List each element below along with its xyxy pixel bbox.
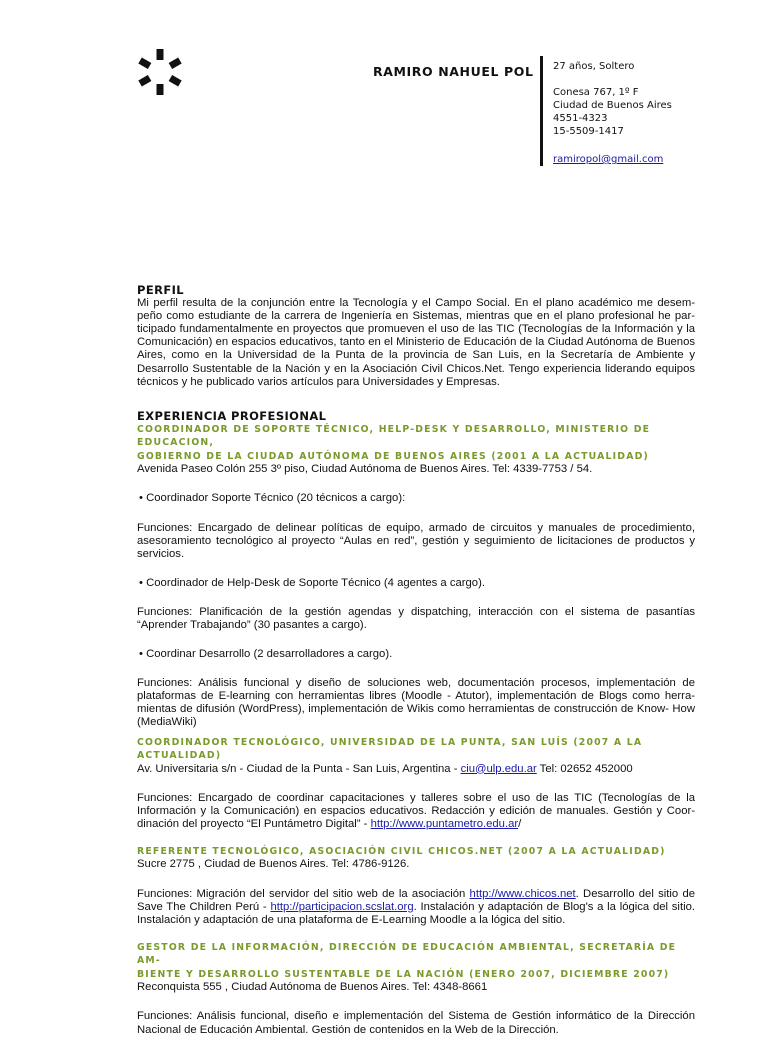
job1-title-line2: GOBIERNO DE LA CIUDAD AUTÓNOMA DE BUENOS AIRES (2001 A LA ACTUALIDAD) (137, 450, 649, 462)
asterisk-logo-icon (136, 48, 184, 96)
job3-functions: Funciones: Migración del servidor del sitio web de la asociación http://www.chicos.net. Desarrollo del sitio de Save The Children Perú - http://participacion.scslat.org. Instalación y adaptación de Blog's a la lógica del sitio. Instalación y adaptación de una plataforma de E-Learning Moodle a la lógica del sitio. (137, 887, 696, 926)
job1-address: Avenida Paseo Colón 255 3º piso, Ciudad Autónoma de Buenos Aires. Tel: 4339-7753 / 54. (137, 463, 593, 476)
job2-title: COORDINADOR TECNOLÓGICO, UNIVERSIDAD DE LA PUNTA, SAN LUÍS (2007 A LA ACTUALIDAD) (137, 736, 643, 762)
job1-functions-2: Funciones: Planificación de la gestión agendas y dispatching, interacción con el sistema de pasantías “Aprender Trabajando” (30 pasantes a cargo). (137, 605, 695, 631)
candidate-name: RAMIRO NAHUEL POL (373, 64, 534, 79)
age-status: 27 años, Soltero (553, 61, 635, 72)
job4-title-line1: GESTOR DE LA INFORMACIÓN, DIRECCIÓN DE EDUCACIÓN AMBIENTAL, SECRETARÍA DE AM- (137, 941, 677, 967)
address-line-2: Ciudad de Buenos Aires (553, 100, 672, 111)
job2-address: Av. Universitaria s/n - Ciudad de la Punta - San Luis, Argentina - ciu@ulp.edu.ar Tel: 02652 452000 (137, 762, 633, 775)
job4-address: Reconquista 555 , Ciudad Autónoma de Buenos Aires. Tel: 4348-8661 (137, 981, 488, 994)
contact-block (553, 60, 672, 166)
scslat-link[interactable]: http://participacion.scslat.org (270, 900, 414, 913)
resume-body (137, 284, 695, 1037)
job1-functions-3: Funciones: Análisis funcional y diseño de soluciones web, documentación procesos, implementación de plataformas de E-learning con herramientas libres (Moodle - Atutor), implementación de Blogs como herra- mientas de difusión (WordPress), implementación de Wikis como herramientas de construcción de Know- How (MediaWiki) (137, 677, 695, 729)
job4-title-line2: BIENTE Y DESARROLLO SUSTENTABLE DE LA NACIÓN (ENERO 2007, DICIEMBRE 2007) (137, 968, 670, 980)
job1-bullet-2: • Coordinador de Help-Desk de Soporte Técnico (4 agentes a cargo). (139, 576, 485, 589)
job1-bullet-1: • Coordinador Soporte Técnico (20 técnicos a cargo): (139, 492, 406, 505)
address-line-1: Conesa 767, 1º F (553, 87, 639, 98)
job3-address: Sucre 2775 , Ciudad de Buenos Aires. Tel: 4786-9126. (137, 858, 410, 871)
job1-title-line1: COORDINADOR DE SOPORTE TÉCNICO, HELP-DESK Y DESARROLLO, MINISTERIO DE EDUCACION, (137, 423, 651, 449)
email-link[interactable]: ramiropol@gmail.com (553, 154, 664, 165)
job3-title: REFERENTE TECNOLÓGICO, ASOCIACIÓN CIVIL CHICOS.NET (2007 A LA ACTUALIDAD) (137, 845, 666, 857)
experiencia-heading: EXPERIENCIA PROFESIONAL (137, 408, 327, 423)
perfil-heading: PERFIL (137, 283, 185, 297)
job1-functions-1: Funciones: Encargado de delinear políticas de equipo, armado de circuitos y manuales de procedimiento, asesoramiento tecnológico al proyecto “Aulas en red”, gestión y seguimiento de licitaciones de productos y servicios. (137, 521, 695, 560)
phone-2: 15-5509-1417 (553, 126, 624, 137)
phone-1: 4551-4323 (553, 113, 608, 124)
job2-email-link[interactable]: ciu@ulp.edu.ar (460, 762, 537, 775)
header-divider (540, 56, 543, 166)
chicos-net-link[interactable]: http://www.chicos.net (469, 887, 576, 900)
job4-functions: Funciones: Análisis funcional, diseño e implementación del Sistema de Gestión informático de la Dirección Nacional de Educación Ambiental. Gestión de contenidos en la Web de la Dirección. (137, 1010, 695, 1036)
job1-bullet-3: • Coordinar Desarrollo (2 desarrolladores a cargo). (139, 648, 393, 661)
puntametro-link[interactable]: http://www.puntametro.edu.ar (370, 817, 519, 830)
perfil-text: Mi perfil resulta de la conjunción entre la Tecnología y el Campo Social. En el plano académico me desem- peño como estudiante de la carrera de Ingeniería en Sistemas, mientras que en el plano profesional he par- ticipado fundamentalmente en proyectos que promueven el uso de las TIC (Tecnologías de la Información y la Comunicación) en espacios educativos, tanto en el Ministerio de Educación de la Ciudad Autónoma de Buenos Aires, como en la Universidad de la Punta de la provincia de San Luis, en la Secretaría de Ambiente y Desarrollo Sustentable de la Nación y en la Asociación Civil Chicos.Net. Tengo experiencia liderando equipos técnicos y he publicado varios artículos para Universidades y Empresas. (137, 297, 696, 388)
job2-functions: Funciones: Encargado de coordinar capacitaciones y talleres sobre el uso de las TIC (Tecnologías de la Información y la Comunicación) en espacios educativos. Redacción y edición de manuales. Gestión y Coor- dinación del proyecto “El Puntámetro Digital” - http://www.puntametro.edu.ar/ (137, 791, 695, 830)
